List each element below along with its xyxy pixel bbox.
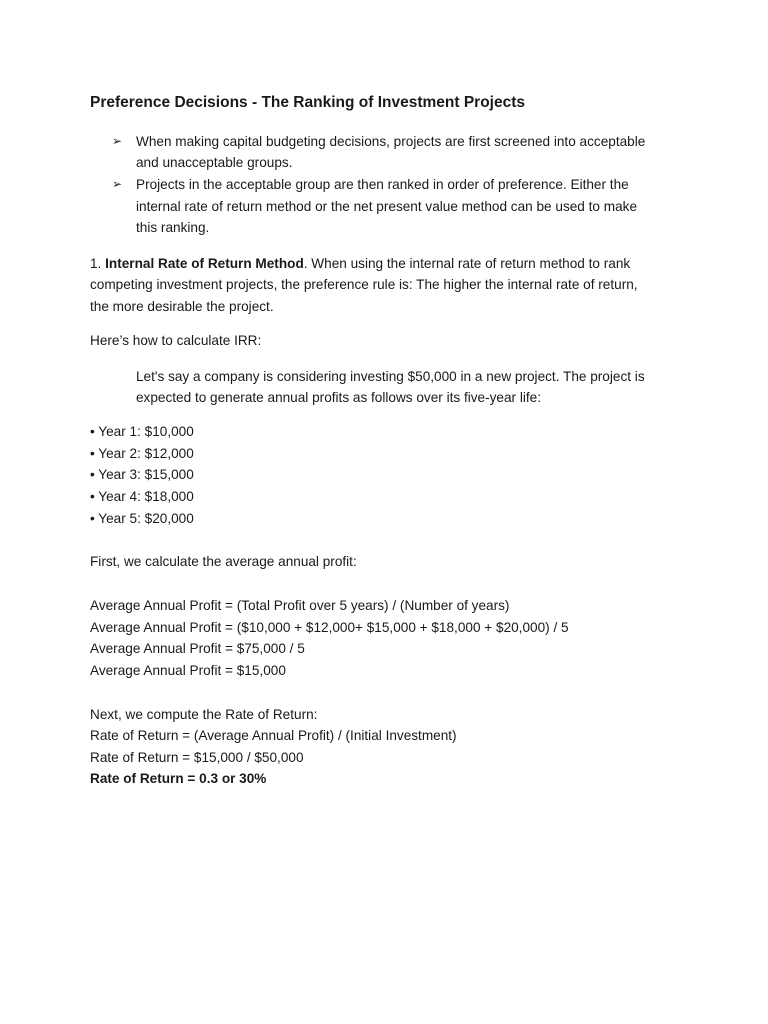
arrow-bullet-icon: ➢ [112,177,123,191]
example-line: Let's say a company is considering investing $50,000 in a new project. The project is [136,369,645,384]
year-item: • Year 1: $10,000 [90,424,194,439]
ror-line: Rate of Return = $15,000 / $50,000 [90,750,304,765]
page-title: Preference Decisions - The Ranking of Investment Projects [90,94,525,111]
howto-text: Here’s how to calculate IRR: [90,333,262,348]
year-item: • Year 3: $15,000 [90,467,194,482]
average-line: Average Annual Profit = (Total Profit over 5 years) / (Number of years) [90,598,510,613]
average-line: Average Annual Profit = ($10,000 + $12,000+ $15,000 + $18,000 + $20,000) / 5 [90,620,569,635]
average-intro: First, we calculate the average annual profit: [90,554,357,569]
year-item: • Year 2: $12,000 [90,446,194,461]
method-paragraph-line [90,253,630,275]
year-item: • Year 5: $20,000 [90,511,194,526]
bullet-line: Projects in the acceptable group are then ranked in order of preference. Either the [136,177,629,192]
year-item: • Year 4: $18,000 [90,489,194,504]
arrow-bullet-icon: ➢ [112,134,123,148]
bullet-line: this ranking. [136,220,210,235]
average-line: Average Annual Profit = $15,000 [90,663,286,678]
ror-line: Rate of Return = (Average Annual Profit) / (Initial Investment) [90,728,457,743]
method-name: Internal Rate of Return Method [105,256,304,271]
method-paragraph-line: the more desirable the project. [90,299,274,314]
ror-line: Next, we compute the Rate of Return: [90,707,318,722]
average-line: Average Annual Profit = $75,000 / 5 [90,641,305,656]
ror-result: Rate of Return = 0.3 or 30% [90,771,267,786]
example-line: expected to generate annual profits as follows over its five-year life: [136,390,542,405]
method-text: . When using the internal rate of return method to rank [303,256,631,271]
method-paragraph-line: competing investment projects, the preference rule is: The higher the internal rate of return, [90,277,638,292]
bullet-line: internal rate of return method or the net present value method can be used to make [136,199,638,214]
bullet-line: and unacceptable groups. [136,155,293,170]
method-number: 1. [90,256,102,271]
bullet-line: When making capital budgeting decisions, projects are first screened into acceptable [136,134,646,149]
